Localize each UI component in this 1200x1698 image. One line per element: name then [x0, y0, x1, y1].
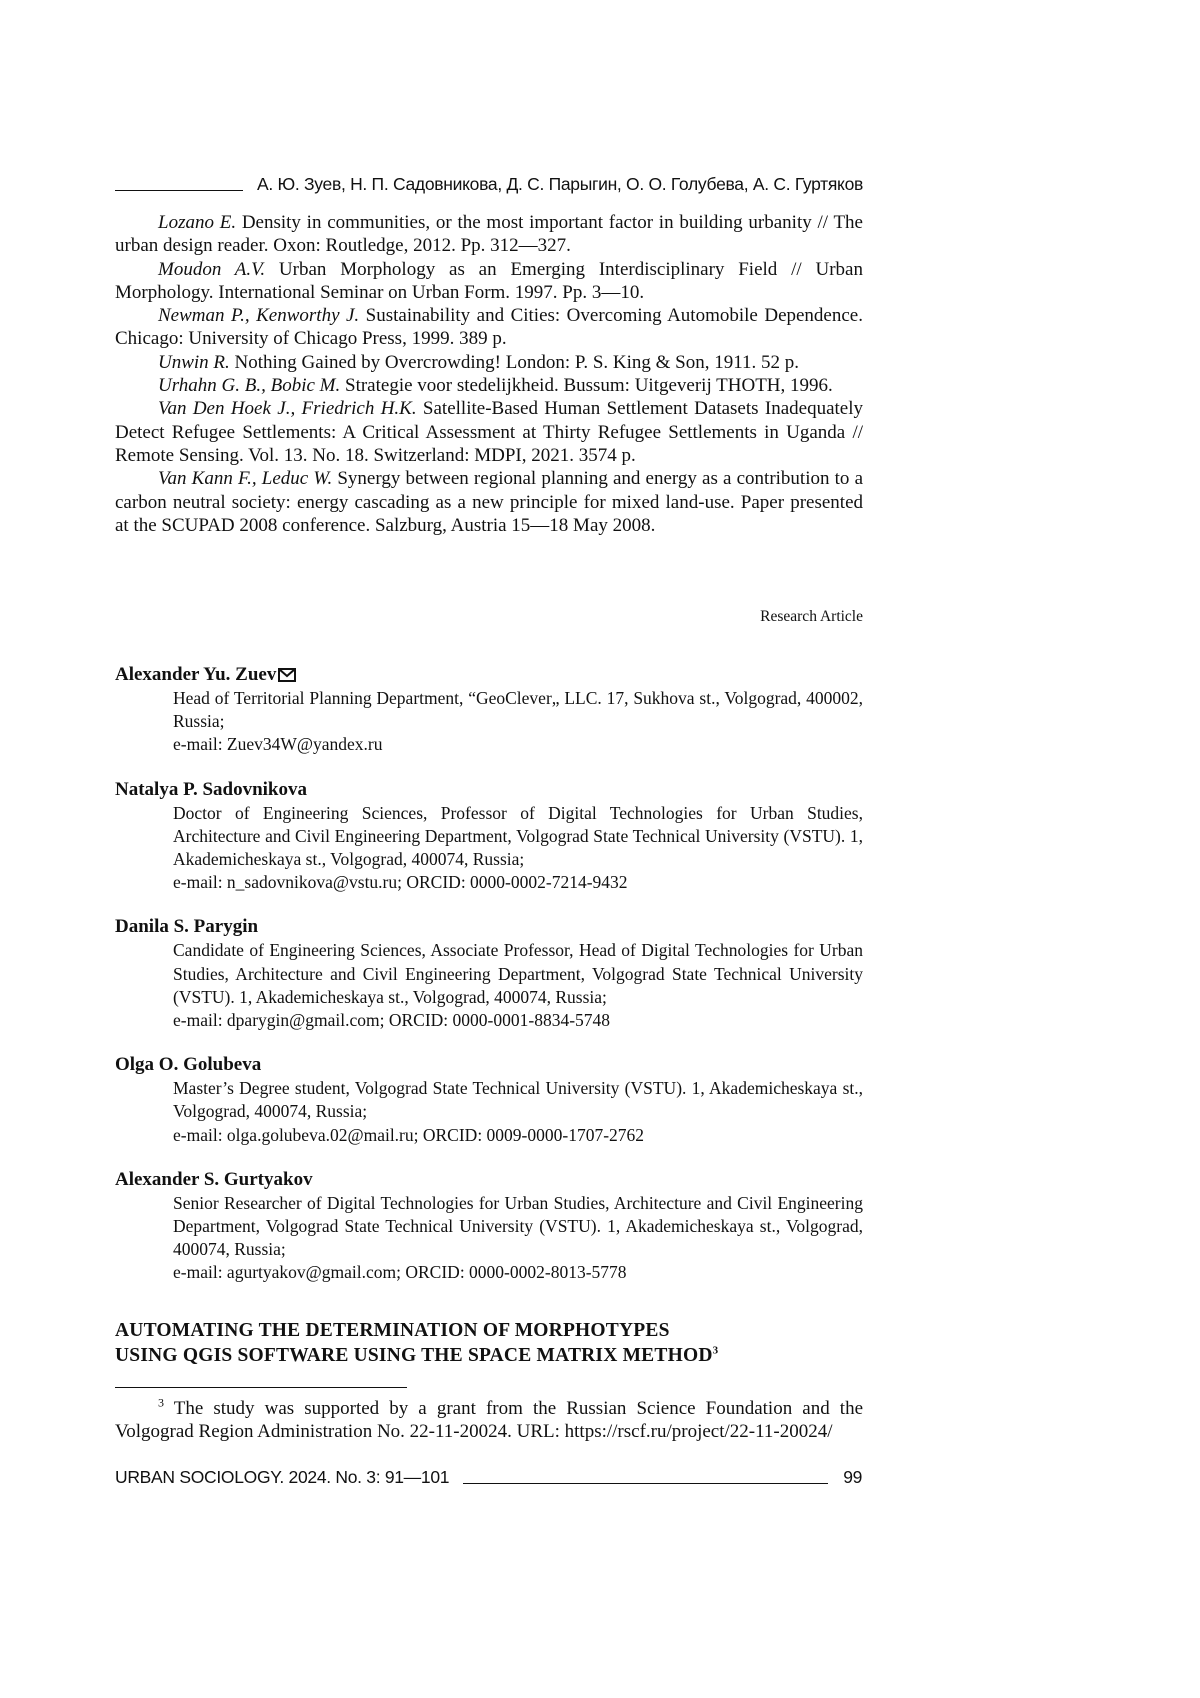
- author-affiliation-block: [173, 802, 863, 895]
- reference-text: Nothing Gained by Overcrowding! London: P. S. King & Son, 1911. 52 p.: [229, 351, 800, 373]
- author-affiliation: Doctor of Engineering Sciences, Professor of Digital Technologies for Urban Studies, Architecture and Civil Engineering Department, Volgograd State Technical University (VSTU). 1, Akademicheskaya st., Volgograd, 400074, Russia;: [173, 802, 863, 870]
- reference-authors: Unwin R.: [158, 351, 230, 373]
- reference-item: [115, 374, 863, 397]
- author-entry: [115, 915, 863, 1032]
- author-entry: [115, 663, 863, 757]
- reference-item: [115, 304, 863, 351]
- author-affiliation: Senior Researcher of Digital Technologies for Urban Studies, Architecture and Civil Engineering Department, Volgograd State Technical University (VSTU). 1, Akademicheskaya st., Volgograd, 400074, Russia;: [173, 1192, 863, 1260]
- reference-item: [115, 258, 863, 305]
- author-contact: e-mail: agurtyakov@gmail.com; ORCID: 0000-0002-8013-5778: [173, 1262, 627, 1283]
- reference-text: Sustainability and Cities: Overcoming Automobile Dependence. Chicago: University of Chicago Press, 1999. 389 p.: [115, 305, 863, 350]
- running-footer: [115, 1467, 863, 1488]
- author-affiliation: Head of Territorial Planning Department, “GeoClever„ LLC. 17, Sukhova st., Volgograd, 400002, Russia;: [173, 688, 863, 732]
- author-name-row: [115, 1053, 863, 1077]
- footnote-rule: [115, 1387, 407, 1388]
- author-name: Danila S. Parygin: [115, 916, 259, 938]
- reference-list: [115, 211, 863, 537]
- reference-authors: Urhahn G. B., Bobic M.: [158, 375, 341, 397]
- article-title: [115, 1318, 863, 1368]
- reference-text: Synergy between regional planning and energy as a contribution to a carbon neutral society: energy cascading as a new principle for mixed land-use. Paper presented at the SCUPAD 2008 conference. Salzburg, Austria 15—18 May 2008.: [115, 468, 863, 536]
- footnote-text: The study was supported by a grant from the Russian Science Foundation and the Volgograd Region Administration No. 22-11-20024. URL: https://rscf.ru/project/22-11-20024/: [115, 1398, 863, 1443]
- author-affiliation-block: [173, 1077, 863, 1147]
- reference-authors: Van Den Hoek J., Friedrich H.K.: [158, 398, 417, 420]
- author-name: Natalya P. Sadovnikova: [115, 778, 307, 800]
- author-affiliation-block: [173, 939, 863, 1032]
- reference-text: Strategie voor stedelijkheid. Bussum: Uitgeverij THOTH, 1996.: [340, 375, 833, 397]
- author-name: Alexander S. Gurtyakov: [115, 1168, 313, 1190]
- author-entry: [115, 1053, 863, 1147]
- author-contact: e-mail: n_sadovnikova@vstu.ru; ORCID: 0000-0002-7214-9432: [173, 872, 628, 893]
- reference-text: Satellite-Based Human Settlement Datasets Inadequately Detect Refugee Settlements: A Critical Assessment at Thirty Refugee Settlements in Uganda // Remote Sensing. Vol. 13. No. 18. Switzerland: MDPI, 2021. 3574 p.: [115, 398, 863, 466]
- author-affiliation: Candidate of Engineering Sciences, Associate Professor, Head of Digital Technologies for Urban Studies, Architecture and Civil Engineering Department, Volgograd State Technical University (VSTU). 1, Akademicheskaya st., Volgograd, 400074, Russia;: [173, 940, 863, 1007]
- reference-item: [115, 211, 863, 258]
- author-name-row: [115, 778, 863, 802]
- author-contact: e-mail: olga.golubeva.02@mail.ru; ORCID: 0009-0000-1707-2762: [173, 1124, 645, 1145]
- reference-authors: Van Kann F., Leduc W.: [158, 468, 333, 490]
- author-contact: e-mail: dparygin@gmail.com; ORCID: 0000-0001-8834-5748: [173, 1010, 611, 1031]
- author-affiliation-block: [173, 1192, 863, 1285]
- reference-item: [115, 397, 863, 467]
- page-number: 99: [843, 1467, 863, 1487]
- author-entry: [115, 1168, 863, 1285]
- reference-text: Density in communities, or the most important factor in building urbanity // The urban design reader. Oxon: Routledge, 2012. Pp. 312—327.: [115, 212, 863, 257]
- journal-citation: URBAN SOCIOLOGY. 2024. No. 3: 91—101: [115, 1467, 450, 1487]
- article-title-line: [115, 1343, 863, 1368]
- header-rule: [115, 190, 243, 191]
- reference-authors: Lozano E.: [158, 212, 237, 233]
- reference-authors: Newman P., Kenworthy J.: [158, 305, 360, 327]
- reference-item: [115, 467, 863, 537]
- author-entry: [115, 778, 863, 895]
- author-affiliation-block: [173, 687, 863, 757]
- footnote-reference[interactable]: 3: [712, 1344, 719, 1357]
- article-title-line-text: USING QGIS SOFTWARE USING THE SPACE MATRIX METHOD: [115, 1345, 713, 1366]
- envelope-icon: [278, 668, 296, 682]
- author-contact: e-mail: Zuev34W@yandex.ru: [173, 734, 383, 755]
- running-header: [115, 174, 863, 195]
- footer-rule: [463, 1483, 828, 1484]
- article-type-label: Research Article: [760, 608, 863, 625]
- author-list: [115, 663, 863, 1306]
- footnote-mark: 3: [158, 1395, 164, 1410]
- footnote: [115, 1397, 863, 1444]
- author-name: Alexander Yu. Zuev: [115, 664, 277, 685]
- author-affiliation: Master’s Degree student, Volgograd State Technical University (VSTU). 1, Akademicheskaya st., Volgograd, 400074, Russia;: [173, 1078, 863, 1122]
- header-authors: А. Ю. Зуев, Н. П. Садовникова, Д. С. Парыгин, О. О. Голубева, А. С. Гуртяков: [257, 174, 863, 194]
- reference-authors: Moudon A.V.: [158, 258, 266, 280]
- article-title-line: AUTOMATING THE DETERMINATION OF MORPHOTYPES: [115, 1320, 670, 1341]
- reference-item: [115, 351, 863, 374]
- author-name-row: [115, 1168, 863, 1192]
- author-name: Olga O. Golubeva: [115, 1054, 262, 1076]
- reference-text: Urban Morphology as an Emerging Interdisciplinary Field // Urban Morphology. International Seminar on Urban Form. 1997. Pp. 3—10.: [115, 258, 863, 303]
- author-name-row: [115, 915, 863, 939]
- author-name-row: [115, 663, 863, 687]
